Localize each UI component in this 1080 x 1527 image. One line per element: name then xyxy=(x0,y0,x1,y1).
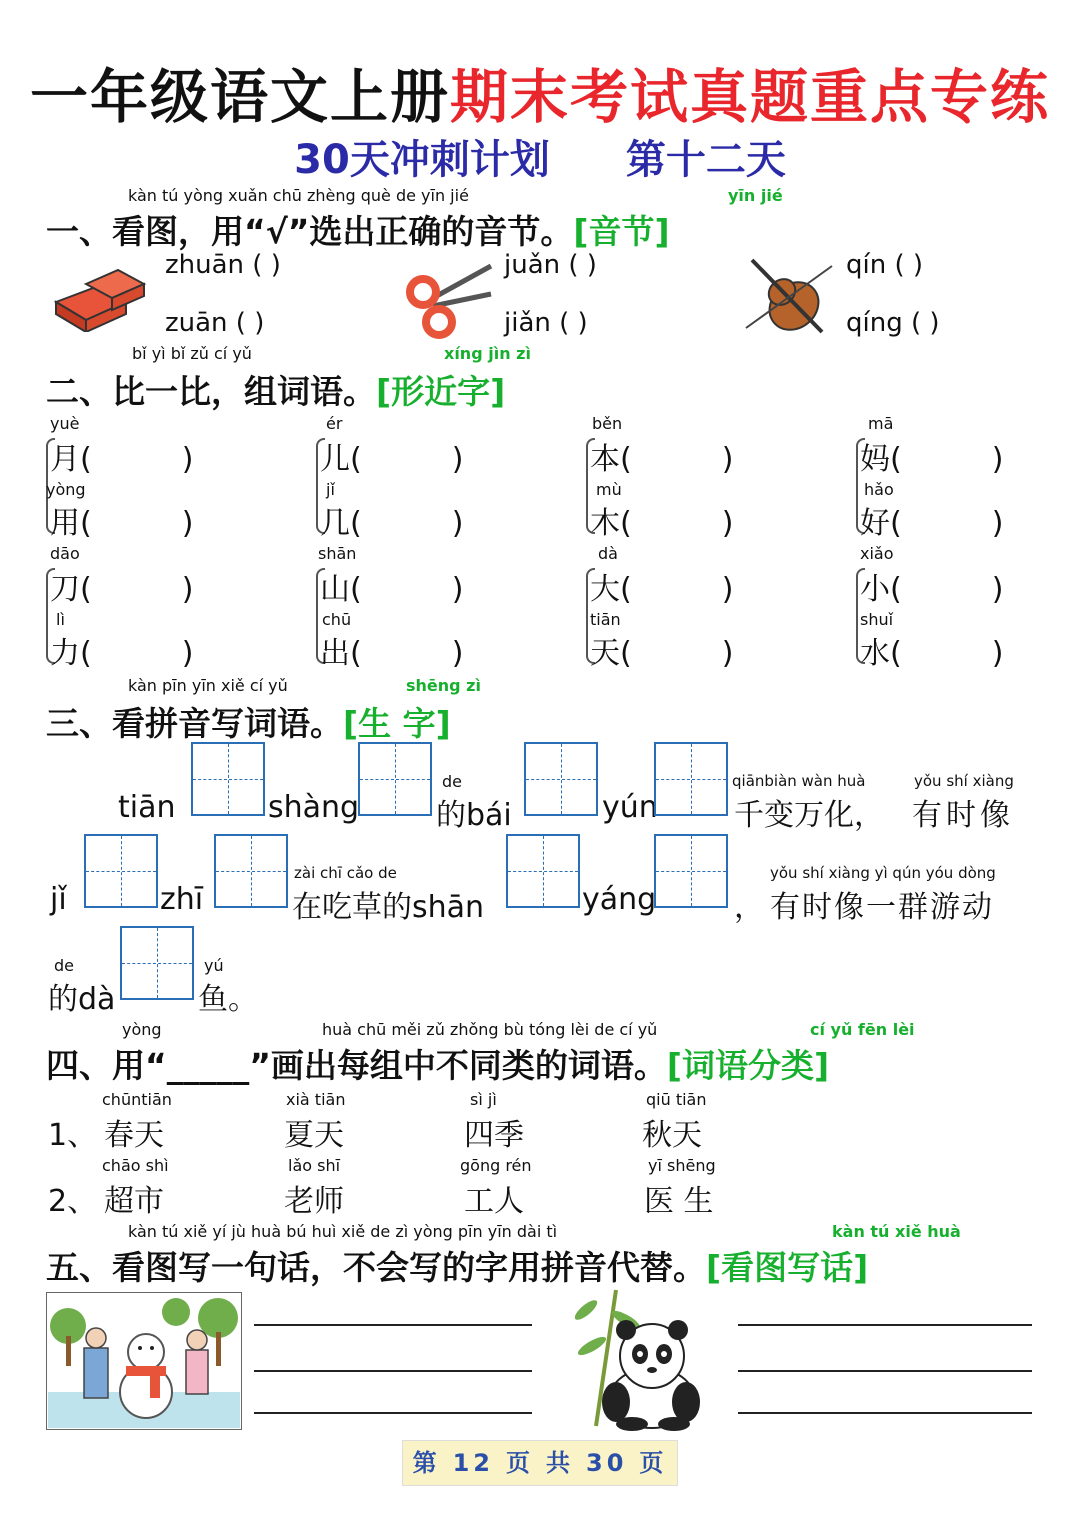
word-pinyin: chūntiān xyxy=(102,1090,172,1109)
subtitle-plan: 30天冲刺计划 xyxy=(294,137,550,183)
word-option[interactable]: 四季 xyxy=(464,1118,524,1153)
write-box[interactable] xyxy=(506,834,580,908)
s3-l1-de-pinyin: de xyxy=(442,772,462,791)
write-box[interactable] xyxy=(654,742,728,816)
s3-l1-pinyin-tian: tiān xyxy=(118,790,176,825)
pair-char-row[interactable]: 天( ) xyxy=(590,636,734,671)
s4-heading xyxy=(46,1040,829,1087)
s3-tag: [生 字] xyxy=(343,704,451,743)
pair-pinyin: shān xyxy=(318,544,357,563)
s1-option-1a[interactable]: zhuān ( ) xyxy=(165,250,281,280)
pair-pinyin: lì xyxy=(56,610,65,629)
pair-pinyin: yuè xyxy=(50,414,80,433)
s1-heading xyxy=(46,206,670,253)
title-red-part: 期末考试真题重点专练 xyxy=(450,63,1051,131)
word-pinyin: sì jì xyxy=(470,1090,497,1109)
s4-pinyin-a: yòng xyxy=(122,1020,162,1039)
pair-pinyin: yòng xyxy=(46,480,86,499)
pair-char: 水 xyxy=(860,636,890,671)
s2-tag: [形近字] xyxy=(376,372,506,411)
pair-char-row[interactable]: 力( ) xyxy=(50,636,194,671)
writing-line[interactable] xyxy=(738,1370,1032,1372)
s3-tag-pinyin: shēng zì xyxy=(406,676,481,695)
s1-option-3b[interactable]: qíng ( ) xyxy=(846,308,940,338)
s3-l2-pinyin-youshi: yǒu shí xiàng yì qún yóu dòng xyxy=(770,864,996,882)
word-option[interactable]: 秋天 xyxy=(642,1118,702,1153)
pair-char: 几 xyxy=(320,506,350,541)
pair-pinyin: tiān xyxy=(590,610,621,629)
s5-tag-pinyin: kàn tú xiě huà xyxy=(832,1222,961,1241)
s4-row1-num: 1、 xyxy=(48,1118,98,1153)
writing-line[interactable] xyxy=(254,1370,532,1372)
write-box[interactable] xyxy=(654,834,728,908)
pair-char-row[interactable]: 用( ) xyxy=(50,506,194,541)
s2-title: 二、比一比，组词语。 xyxy=(46,372,376,411)
subtitle-day: 第十二天 xyxy=(625,137,786,183)
snowman-scene-illustration xyxy=(46,1292,242,1430)
page-subtitle xyxy=(0,128,1080,185)
s2-pair-ma-hao xyxy=(856,414,1056,544)
s3-l1-text-debai: 的bái xyxy=(436,798,512,833)
s2-tag-pinyin: xíng jìn zì xyxy=(444,344,531,363)
write-box[interactable] xyxy=(214,834,288,908)
s3-l1-text-qianbian: 千变万化， xyxy=(734,798,884,833)
word-option[interactable]: 医 生 xyxy=(644,1184,714,1219)
pair-pinyin: shuǐ xyxy=(860,610,894,629)
writing-line[interactable] xyxy=(738,1324,1032,1326)
pair-char: 出 xyxy=(320,636,350,671)
s4-tag: [词语分类] xyxy=(666,1046,830,1085)
pair-char-row[interactable]: 妈( ) xyxy=(860,442,1004,477)
write-box[interactable] xyxy=(191,742,265,816)
word-pinyin: qiū tiān xyxy=(646,1090,707,1109)
pair-char: 本 xyxy=(590,442,620,477)
pair-pinyin: hǎo xyxy=(864,480,894,499)
s2-pair-xiao-shui xyxy=(856,544,1056,674)
s3-l2-comma: ， xyxy=(734,890,764,925)
pair-char: 妈 xyxy=(860,442,890,477)
s3-l1-pinyin-youshi: yǒu shí xiàng xyxy=(914,772,1014,790)
pair-char: 刀 xyxy=(50,572,80,607)
s4-pinyin-b: huà chū měi zǔ zhǒng bù tóng lèi de cí yǔ xyxy=(322,1020,658,1039)
s2-pair-da-tian xyxy=(586,544,816,674)
s3-l1-pinyin-yun: yún xyxy=(602,790,658,825)
word-pinyin: chāo shì xyxy=(102,1156,169,1175)
s3-l2-text-youshi: 有时像一群游动 xyxy=(770,890,994,925)
s2-pinyin: bǐ yì bǐ zǔ cí yǔ xyxy=(132,344,252,363)
pair-char-row[interactable]: 大( ) xyxy=(590,572,734,607)
pair-char: 天 xyxy=(590,636,620,671)
write-box[interactable] xyxy=(84,834,158,908)
s1-option-2a[interactable]: juǎn ( ) xyxy=(504,250,597,280)
pair-char: 力 xyxy=(50,636,80,671)
pair-pinyin: běn xyxy=(592,414,623,433)
s2-pair-er-ji xyxy=(316,414,546,544)
pair-pinyin: dà xyxy=(598,544,618,563)
panda-bamboo-illustration xyxy=(556,1286,716,1432)
s4-tag-pinyin: cí yǔ fēn lèi xyxy=(810,1020,915,1039)
word-option[interactable]: 春天 xyxy=(104,1118,164,1153)
pair-pinyin: mā xyxy=(868,414,894,433)
writing-line[interactable] xyxy=(254,1412,532,1414)
s3-pinyin: kàn pīn yīn xiě cí yǔ xyxy=(128,676,288,695)
s1-option-1b[interactable]: zuān ( ) xyxy=(165,308,265,338)
footer-page: 12 xyxy=(452,1449,494,1477)
writing-line[interactable] xyxy=(738,1412,1032,1414)
s3-l2-pinyin-zaichi: zài chī cǎo de xyxy=(294,864,397,882)
s2-pair-dao-li xyxy=(46,544,276,674)
word-pinyin: xià tiān xyxy=(286,1090,346,1109)
bricks-icon xyxy=(46,262,156,332)
pair-char: 木 xyxy=(590,506,620,541)
s4-row2-num: 2、 xyxy=(48,1184,98,1219)
s1-tag-pinyin: yīn jié xyxy=(728,186,783,205)
s3-l1-text-youshi: 有时像 xyxy=(912,798,1014,833)
s1-pinyin: kàn tú yòng xuǎn chū zhèng què de yīn jié xyxy=(128,186,469,205)
pair-char: 小 xyxy=(860,572,890,607)
pair-char: 好 xyxy=(860,506,890,541)
footer-di: 第 xyxy=(412,1449,441,1477)
pair-char: 月 xyxy=(50,442,80,477)
s5-title: 五、看图写一句话，不会写的字用拼音代替。 xyxy=(46,1248,706,1287)
pair-char: 山 xyxy=(320,572,350,607)
s4-title: 四、用“_____”画出每组中不同类的词语。 xyxy=(46,1046,667,1085)
s3-l3-text-yu: 鱼。 xyxy=(198,982,258,1017)
pair-char: 儿 xyxy=(320,442,350,477)
pair-char: 大 xyxy=(590,572,620,607)
s3-l2-pinyin-ji: jǐ xyxy=(50,882,67,917)
writing-line[interactable] xyxy=(254,1324,532,1326)
scissors-icon xyxy=(405,258,497,340)
word-pinyin: lǎo shī xyxy=(288,1156,341,1175)
pair-char-row[interactable]: 出( ) xyxy=(320,636,464,671)
word-option[interactable]: 老师 xyxy=(284,1184,344,1219)
s2-pair-shan-chu xyxy=(316,544,546,674)
pair-char-row[interactable]: 几( ) xyxy=(320,506,464,541)
s3-l1-pinyin-shang: shàng xyxy=(268,790,360,825)
pair-char-row[interactable]: 月( ) xyxy=(50,442,194,477)
pair-pinyin: xiǎo xyxy=(860,544,894,563)
s3-l3-de-pinyin: de xyxy=(54,956,74,975)
pair-pinyin: mù xyxy=(596,480,622,499)
footer-ye2: 页 xyxy=(639,1449,668,1477)
word-pinyin: yī shēng xyxy=(648,1156,716,1175)
s3-title: 三、看拼音写词语。 xyxy=(46,704,343,743)
pair-char-row[interactable]: 儿( ) xyxy=(320,442,464,477)
pair-pinyin: ér xyxy=(326,414,343,433)
s1-option-3a[interactable]: qín ( ) xyxy=(846,250,924,280)
title-black-part: 一年级语文上册 xyxy=(29,63,450,131)
footer-total: 30 xyxy=(586,1449,628,1477)
pair-char-row[interactable]: 小( ) xyxy=(860,572,1004,607)
pair-char-row[interactable]: 山( ) xyxy=(320,572,464,607)
s3-l2-text-zaichi: 在吃草的shān xyxy=(292,890,485,925)
violin-icon xyxy=(742,252,836,342)
s5-heading xyxy=(46,1242,868,1289)
s1-tag: [音节] xyxy=(573,212,670,251)
s1-option-2b[interactable]: jiǎn ( ) xyxy=(504,308,588,338)
footer-ye: 页 xyxy=(506,1449,534,1477)
s1-title: 一、看图，用“√”选出正确的音节。 xyxy=(46,212,574,251)
s3-l3-yu-pinyin: yú xyxy=(204,956,224,975)
pair-char-row[interactable]: 刀( ) xyxy=(50,572,194,607)
s2-pair-yue-yong xyxy=(46,414,276,544)
pair-pinyin: chū xyxy=(322,610,352,629)
s5-pinyin: kàn tú xiě yí jù huà bú huì xiě de zì yòng pīn yīn dài tì xyxy=(128,1222,558,1241)
s3-l3-text-deda: 的dà xyxy=(48,982,116,1017)
word-option[interactable]: 夏天 xyxy=(284,1118,344,1153)
s2-pair-ben-mu xyxy=(586,414,816,544)
pair-char-row[interactable]: 好( ) xyxy=(860,506,1004,541)
page-title xyxy=(0,50,1080,134)
pair-char-row[interactable]: 水( ) xyxy=(860,636,1004,671)
write-box[interactable] xyxy=(358,742,432,816)
s3-l1-pinyin-qianbian: qiānbiàn wàn huà xyxy=(732,772,866,790)
word-option[interactable]: 超市 xyxy=(104,1184,164,1219)
word-pinyin: gōng rén xyxy=(460,1156,532,1175)
s3-heading xyxy=(46,698,451,745)
s2-heading xyxy=(46,366,505,413)
pair-char: 用 xyxy=(50,506,80,541)
pair-char-row[interactable]: 本( ) xyxy=(590,442,734,477)
pair-pinyin: jǐ xyxy=(326,480,335,499)
s5-tag: [看图写话] xyxy=(706,1248,869,1287)
word-option[interactable]: 工人 xyxy=(464,1184,524,1219)
pair-pinyin: dāo xyxy=(50,544,80,563)
pair-char-row[interactable]: 木( ) xyxy=(590,506,734,541)
write-box[interactable] xyxy=(120,926,194,1000)
s3-l2-pinyin-zhi: zhī xyxy=(160,882,204,917)
page-number-badge xyxy=(402,1440,678,1486)
footer-gong: 共 xyxy=(546,1449,574,1477)
write-box[interactable] xyxy=(524,742,598,816)
s3-l2-pinyin-yang: yáng xyxy=(582,882,657,917)
